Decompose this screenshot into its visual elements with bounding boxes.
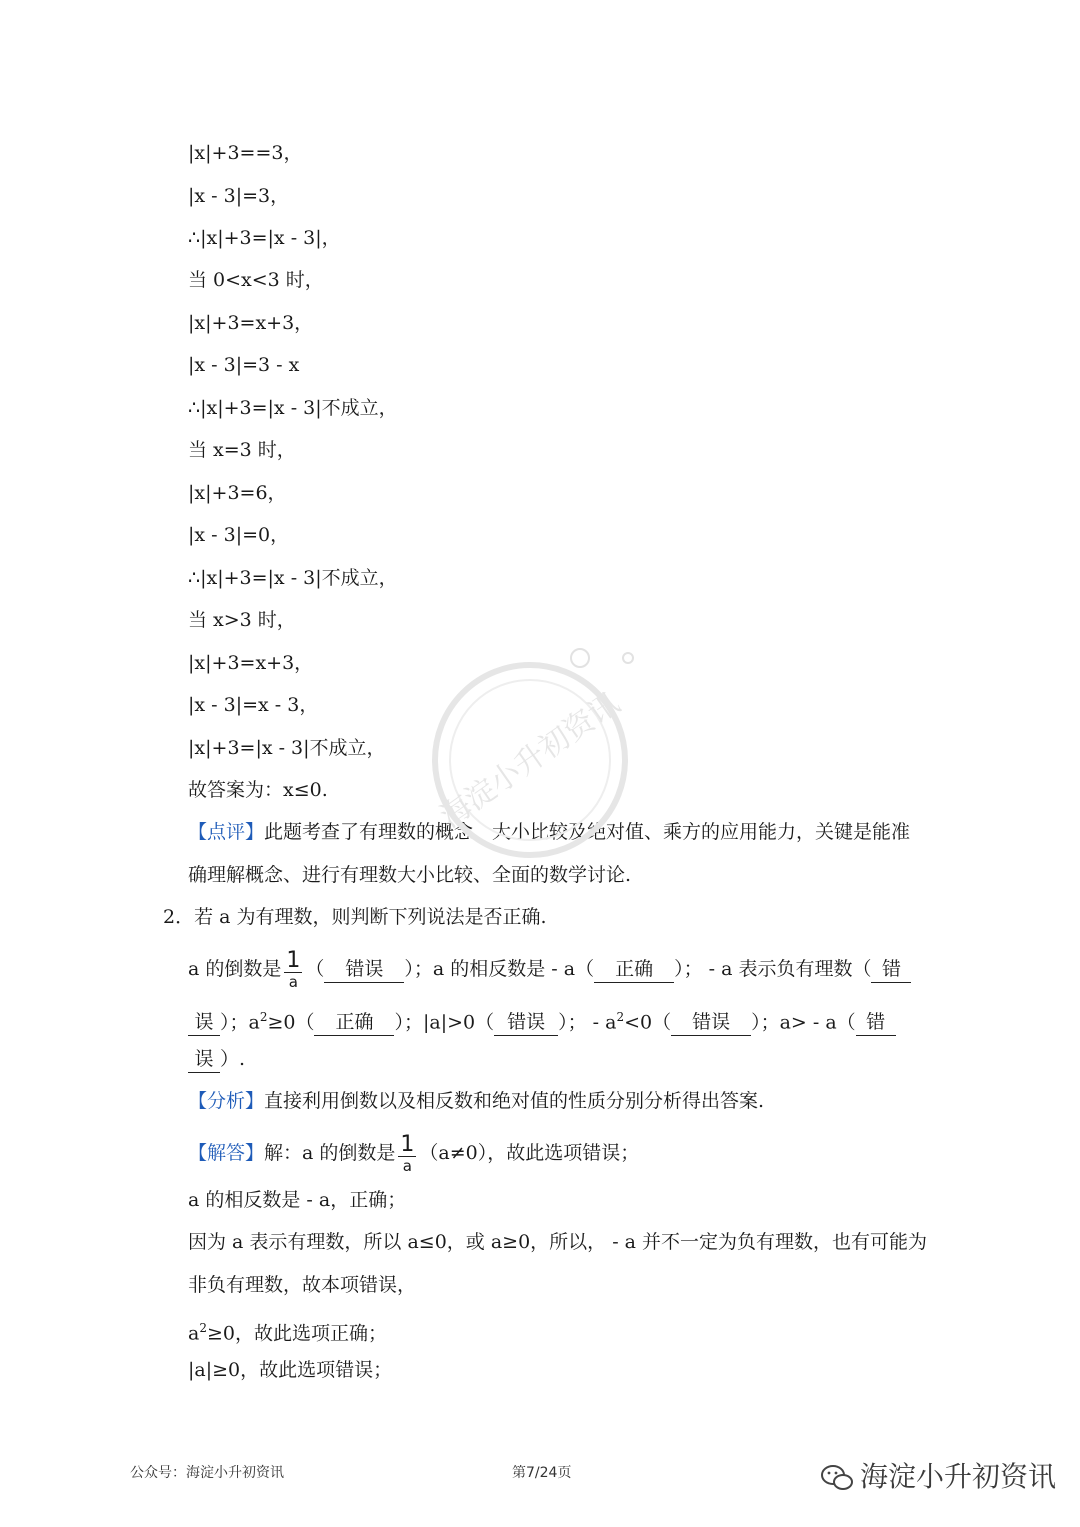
text: ）. <box>220 1048 246 1070</box>
math-line: |x|+3=6， <box>188 482 287 504</box>
math-line: ∴|x|+3=|x - 3|， <box>188 227 341 249</box>
comment-text: 此题考查了有理数的概念、大小比较及绝对值、乘方的应用能力，关键是能准 <box>264 821 911 843</box>
text: <0（ <box>624 1011 672 1034</box>
solution-line-1 <box>188 1134 639 1174</box>
watermark-seal <box>420 640 640 860</box>
text: 解：a 的倒数是 <box>264 1142 396 1164</box>
text: a 的倒数是 <box>188 958 282 980</box>
wechat-icon <box>820 1463 854 1493</box>
answer-blank: 错误 <box>671 1009 751 1036</box>
text: ）； - a <box>558 1011 617 1034</box>
answer-blank: 错 <box>871 956 911 983</box>
text: ≥0（ <box>267 1011 315 1034</box>
fraction-1-over-a <box>284 950 302 990</box>
solution-line: |a|≥0，故此选项错误； <box>188 1359 393 1381</box>
math-line: ∴|x|+3=|x - 3|不成立， <box>188 567 398 589</box>
math-line: |x|+3==3， <box>188 142 303 164</box>
text: （ <box>305 958 325 980</box>
brand-mark <box>820 1455 1056 1495</box>
text: ）； - a 表示负有理数（ <box>674 958 872 980</box>
comment-line-2: 确理解概念、进行有理数大小比较、全面的数学讨论. <box>188 864 632 886</box>
analysis-text: 直接利用倒数以及相反数和绝对值的性质分别分析得出答案. <box>264 1090 765 1112</box>
answer-blank: 误 <box>188 1009 220 1036</box>
answer-blank: 正确 <box>314 1009 394 1036</box>
question-line-1 <box>188 950 911 990</box>
math-line: |x - 3|=0， <box>188 524 290 546</box>
fraction-numerator: 1 <box>400 1132 415 1157</box>
solution-tag: 【解答】 <box>188 1142 265 1164</box>
question-line-2 <box>188 1004 896 1036</box>
text: ）；a> - a（ <box>751 1011 856 1034</box>
solution-line: a 的相反数是 - a，正确； <box>188 1189 407 1211</box>
text: a <box>188 1322 200 1345</box>
answer-blank: 正确 <box>594 956 674 983</box>
math-line: |x|+3=x+3， <box>188 312 314 334</box>
math-line: 当 x>3 时， <box>188 609 296 631</box>
answer-blank: 错误 <box>494 1009 558 1036</box>
fraction-denominator: a <box>402 1157 412 1175</box>
text: ）；a <box>220 1011 260 1034</box>
solution-line <box>188 1315 387 1346</box>
math-line: |x - 3|=x - 3， <box>188 694 319 716</box>
answer-blank: 错 <box>856 1009 896 1036</box>
text: ）；a 的相反数是 - a（ <box>404 958 595 980</box>
superscript: 2 <box>259 1010 268 1024</box>
math-line: |x|+3=|x - 3|不成立， <box>188 737 386 759</box>
fraction-numerator: 1 <box>286 948 301 973</box>
superscript: 2 <box>199 1321 207 1335</box>
answer-blank: 错误 <box>324 956 404 983</box>
text: （a≠0），故此选项错误； <box>419 1142 640 1164</box>
math-line: 当 x=3 时， <box>188 439 296 461</box>
solution-line: 因为 a 表示有理数，所以 a≤0，或 a≥0，所以， - a 并不一定为负有理数，也有可能为 <box>188 1231 928 1253</box>
fraction-denominator: a <box>288 973 298 991</box>
footer-left: 公众号：海淀小升初资讯 <box>130 1465 284 1481</box>
math-line: 当 0<x<3 时， <box>188 269 324 291</box>
analysis-line <box>188 1088 764 1114</box>
math-line: |x - 3|=3， <box>188 185 290 207</box>
math-line: |x - 3|=3 - x <box>188 354 300 376</box>
answer-blank: 误 <box>188 1046 220 1073</box>
brand-text: 海淀小升初资讯 <box>860 1460 1057 1493</box>
text: ≥0，故此选项正确； <box>206 1322 387 1345</box>
question-line-3 <box>188 1046 245 1073</box>
question-title: 2．若 a 为有理数，则判断下列说法是否正确. <box>163 906 547 928</box>
analysis-tag: 【分析】 <box>188 1090 265 1112</box>
superscript: 2 <box>616 1010 625 1024</box>
page-number: 第7/24页 <box>512 1465 572 1481</box>
comment-tag: 【点评】 <box>188 821 265 843</box>
watermark-text: 海淀小升初资讯 <box>434 685 627 835</box>
solution-line: 非负有理数，故本项错误， <box>188 1274 417 1296</box>
answer-line: 故答案为：x≤0. <box>188 779 328 801</box>
math-line: ∴|x|+3=|x - 3|不成立， <box>188 397 398 419</box>
text: ）；|a|>0（ <box>394 1011 495 1034</box>
math-line: |x|+3=x+3， <box>188 652 314 674</box>
fraction-1-over-a <box>398 1134 416 1174</box>
